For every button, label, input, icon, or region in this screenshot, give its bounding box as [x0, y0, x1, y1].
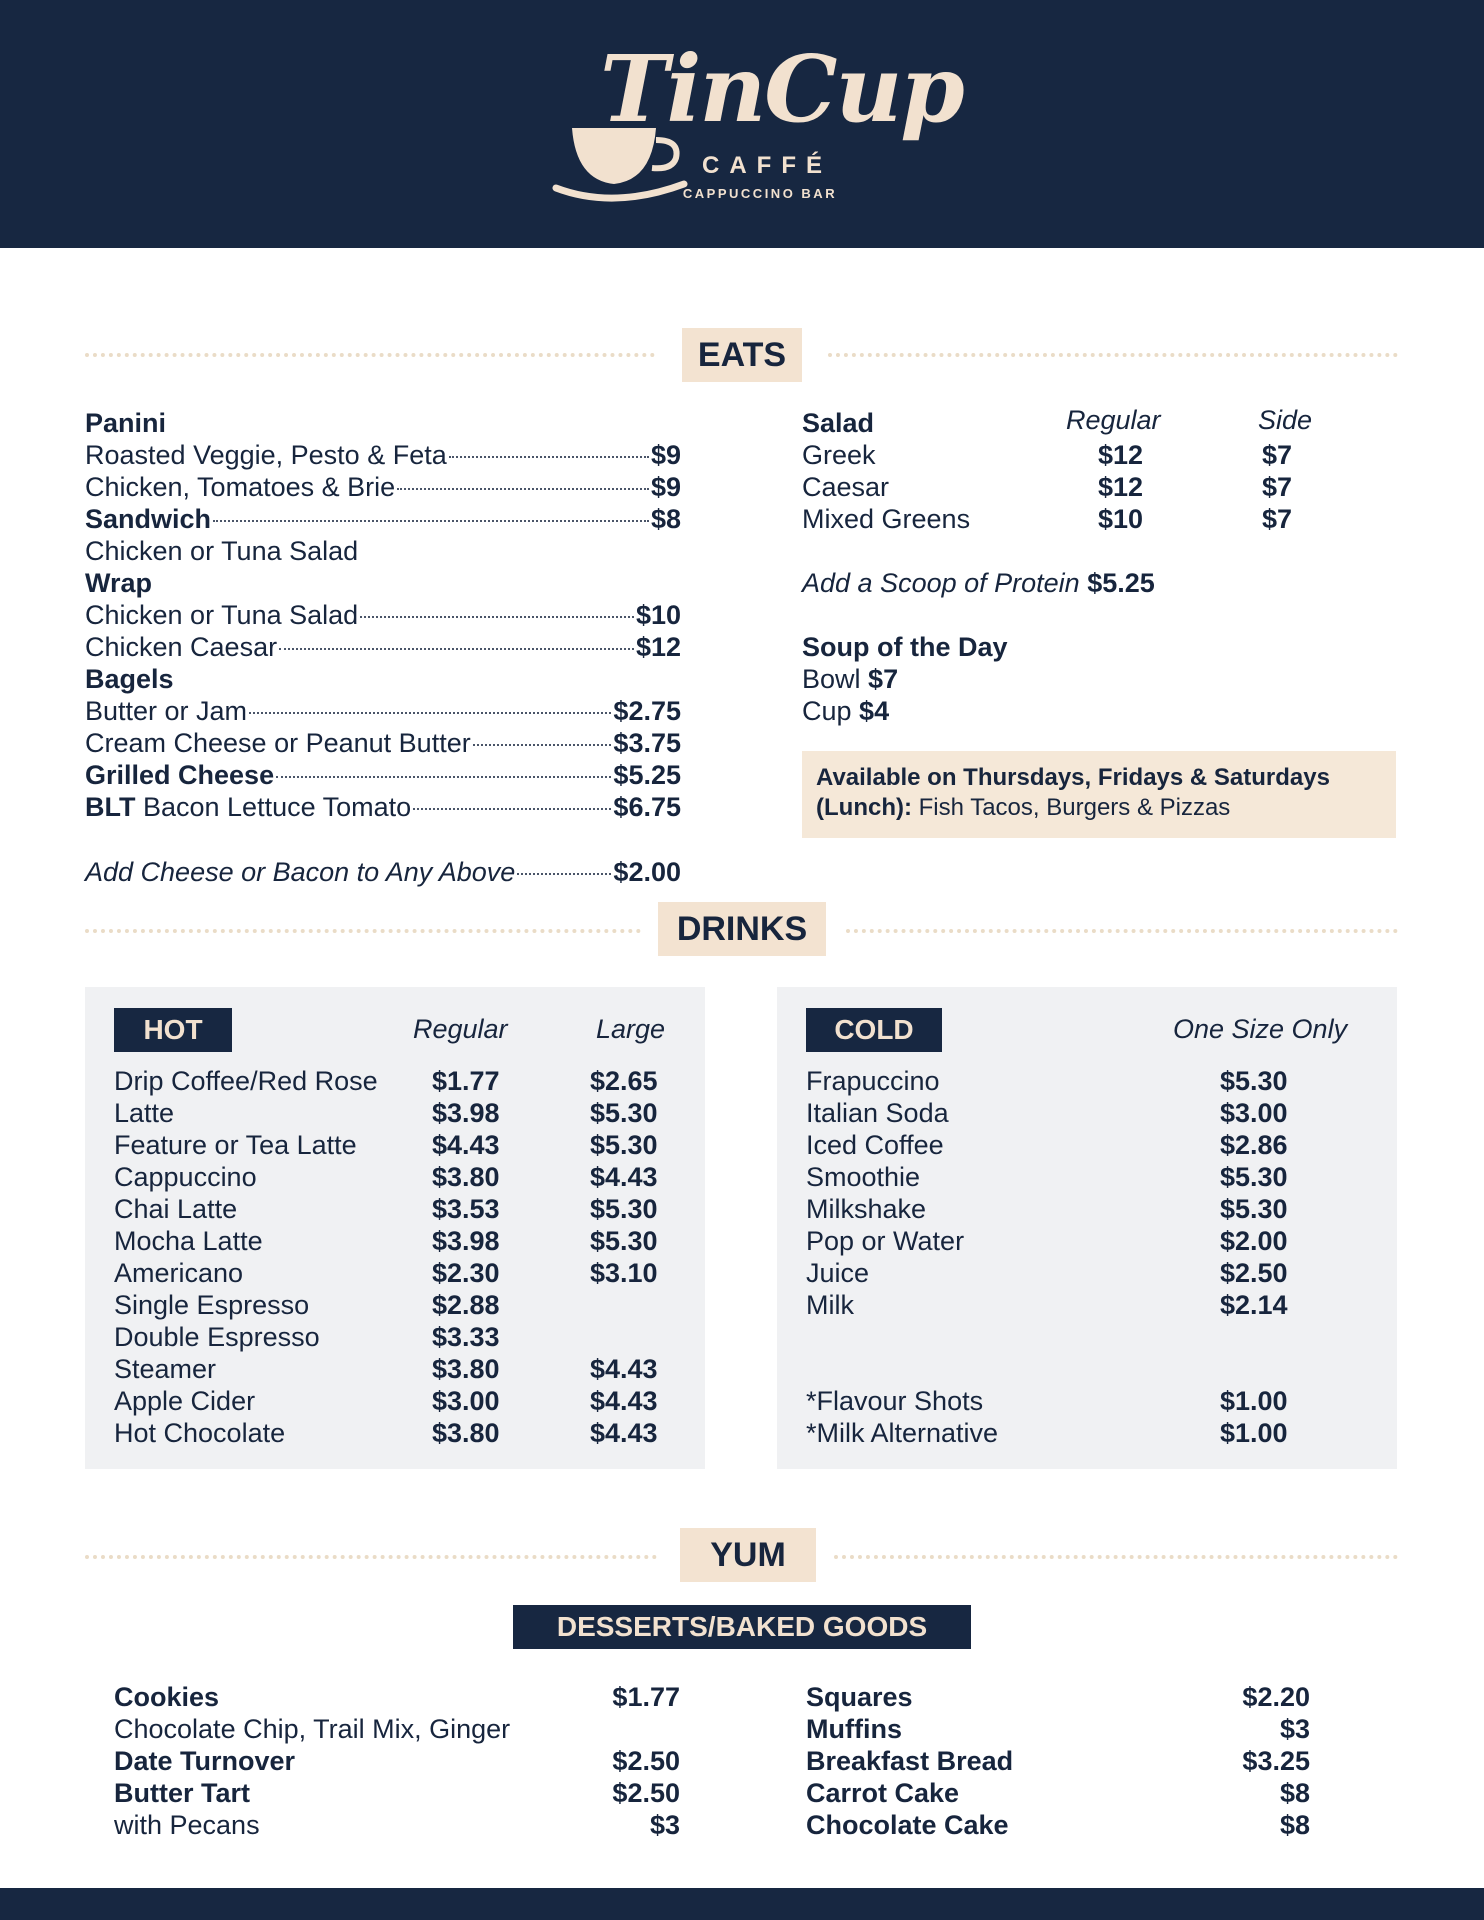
- cold-drink-name: Italian Soda: [806, 1098, 949, 1128]
- hot-drink-regular-price: $3.98: [432, 1226, 500, 1256]
- eats-item-price: $6.75: [613, 792, 681, 822]
- footer-bar: [0, 1888, 1484, 1920]
- hot-drink-name: Mocha Latte: [114, 1226, 263, 1256]
- dessert-name: Butter Tart: [114, 1778, 251, 1808]
- soup-bowl-price: $7: [868, 664, 899, 694]
- dot-leader: [276, 776, 611, 778]
- soup-heading: Soup of the Day: [802, 632, 1008, 662]
- salad-col-regular: Regular: [1066, 405, 1161, 435]
- eats-item-row: [85, 599, 681, 631]
- dessert-name: with Pecans: [114, 1810, 260, 1840]
- weekend-notice-text: [816, 763, 1386, 823]
- eats-item-label: Grilled Cheese: [85, 760, 275, 790]
- soup-bowl-row: [802, 663, 898, 695]
- cold-drink-name: Milk: [806, 1290, 854, 1320]
- eats-item-label-group: [85, 536, 358, 566]
- dessert-price: $8: [1279, 1810, 1310, 1840]
- cold-drink-price: $2.14: [1220, 1290, 1288, 1320]
- cold-drinks-panel: [777, 987, 1397, 1469]
- eats-item-label-group: [85, 631, 277, 663]
- notice-bold: Available on Thursdays, Fridays & Saturdays (Lunch):: [816, 764, 1330, 821]
- hot-drink-name: Single Espresso: [114, 1290, 310, 1320]
- cold-drink-price: $2.86: [1220, 1130, 1288, 1160]
- dessert-name: Chocolate Chip, Trail Mix, Ginger: [114, 1714, 511, 1744]
- eats-item-label: Roasted Veggie, Pesto & Feta: [85, 440, 447, 470]
- salad-name: Mixed Greens: [802, 504, 971, 534]
- eats-item-label-group: [85, 759, 274, 791]
- drinks-divider-left: [85, 929, 641, 933]
- eats-divider-left: [85, 353, 655, 357]
- hot-drink-name: Cappuccino: [114, 1162, 257, 1192]
- eats-item-row: [85, 631, 681, 663]
- cold-drink-price: $5.30: [1220, 1194, 1288, 1224]
- eats-item-label-group: [85, 408, 166, 438]
- notice-text: Fish Tacos, Burgers & Pizzas: [911, 794, 1231, 821]
- protein-price: $5.25: [1087, 568, 1155, 598]
- eats-item-row: [85, 791, 681, 823]
- eats-item-label-group: [85, 664, 174, 694]
- hot-drink-regular-price: $3.98: [432, 1098, 500, 1128]
- weekend-notice: [802, 751, 1396, 838]
- eats-item-label: Panini: [85, 408, 167, 438]
- hot-drink-regular-price: $3.33: [432, 1322, 500, 1352]
- hot-drink-name: Steamer: [114, 1354, 217, 1384]
- brand-subtitle: CAFFÉ: [702, 152, 832, 179]
- dot-leader: [249, 712, 611, 714]
- cold-drink-name: Pop or Water: [806, 1226, 965, 1256]
- eats-item-price: $5.25: [613, 760, 681, 790]
- eats-item-label-group: [85, 503, 211, 535]
- dessert-name: Chocolate Cake: [806, 1810, 1009, 1840]
- eats-item-price: $8: [650, 504, 681, 534]
- eats-item-row: [85, 471, 681, 503]
- hot-drink-large-price: $4.43: [590, 1354, 658, 1384]
- cold-extra-name: *Milk Alternative: [806, 1418, 999, 1448]
- dot-leader: [213, 520, 649, 522]
- cold-badge: COLD: [806, 1008, 942, 1052]
- eats-section-title: EATS: [682, 328, 802, 382]
- eats-item-label-bold: BLT: [85, 792, 136, 822]
- hot-drink-name: Apple Cider: [114, 1386, 256, 1416]
- cold-drink-price: $5.30: [1220, 1066, 1288, 1096]
- dessert-price: $2.20: [1242, 1682, 1310, 1712]
- eats-item-label-group: [85, 695, 247, 727]
- cold-drink-price: $2.50: [1220, 1258, 1288, 1288]
- eats-item-price: $9: [650, 440, 681, 470]
- dot-leader: [413, 808, 611, 810]
- cold-drink-price: $3.00: [1220, 1098, 1288, 1128]
- dessert-price: $1.77: [612, 1682, 680, 1712]
- salad-regular-price: $12: [1098, 440, 1144, 470]
- hot-drink-regular-price: $4.43: [432, 1130, 500, 1160]
- eats-item-label: Chicken or Tuna Salad: [85, 600, 359, 630]
- salad-regular-price: $12: [1098, 472, 1144, 502]
- eats-item-row: [85, 535, 358, 567]
- hot-col-large: Large: [596, 1014, 666, 1044]
- hot-col-regular: Regular: [413, 1014, 508, 1044]
- cold-drink-name: Frapuccino: [806, 1066, 940, 1096]
- desserts-subtitle: DESSERTS/BAKED GOODS: [513, 1605, 971, 1649]
- eats-item-label: Chicken, Tomatoes & Brie: [85, 472, 396, 502]
- cold-col-size: One Size Only: [1173, 1014, 1348, 1044]
- eats-item-label-group: [85, 791, 411, 823]
- dessert-name: Date Turnover: [114, 1746, 296, 1776]
- hot-drink-regular-price: $2.30: [432, 1258, 500, 1288]
- eats-item-row: [85, 727, 681, 759]
- salad-side-price: $7: [1262, 440, 1293, 470]
- dessert-price: $8: [1279, 1778, 1310, 1808]
- eats-item-row: [85, 407, 166, 439]
- dessert-price: $3: [649, 1810, 680, 1840]
- hot-drink-large-price: $4.43: [590, 1386, 658, 1416]
- cold-extra-name: *Flavour Shots: [806, 1386, 984, 1416]
- cold-extra-price: $1.00: [1220, 1386, 1288, 1416]
- eats-item-label-group: [85, 727, 471, 759]
- eats-item-row: [85, 695, 681, 727]
- cold-drink-price: $2.00: [1220, 1226, 1288, 1256]
- dot-leader: [360, 616, 634, 618]
- hot-drink-large-price: $5.30: [590, 1130, 658, 1160]
- hot-drink-regular-price: $3.80: [432, 1162, 500, 1192]
- hot-drink-name: Feature or Tea Latte: [114, 1130, 357, 1160]
- hot-drink-large-price: $4.43: [590, 1162, 658, 1192]
- dessert-name: Carrot Cake: [806, 1778, 960, 1808]
- salad-name: Caesar: [802, 472, 890, 502]
- salad-side-price: $7: [1262, 472, 1293, 502]
- soup-bowl-label: Bowl: [802, 664, 861, 694]
- eats-item-label: Chicken Caesar: [85, 632, 278, 662]
- salad-side-price: $7: [1262, 504, 1293, 534]
- dessert-price: $2.50: [612, 1746, 680, 1776]
- hot-drink-large-price: $4.43: [590, 1418, 658, 1448]
- salad-heading: Salad: [802, 408, 875, 438]
- eats-item-label: Sandwich: [85, 504, 212, 534]
- eats-item-price: $12: [635, 632, 681, 662]
- hot-drink-large-price: $5.30: [590, 1194, 658, 1224]
- eats-item-row: [85, 439, 681, 471]
- dot-leader: [279, 648, 634, 650]
- protein-row: [802, 567, 1155, 599]
- brand-tagline: CAPPUCCINO BAR: [682, 186, 838, 201]
- hot-drink-name: Americano: [114, 1258, 244, 1288]
- eats-item-label-group: [85, 439, 447, 471]
- cold-extra-price: $1.00: [1220, 1418, 1288, 1448]
- cold-drink-name: Iced Coffee: [806, 1130, 944, 1160]
- dot-leader: [397, 488, 649, 490]
- hot-drink-name: Drip Coffee/Red Rose: [114, 1066, 378, 1096]
- soup-cup-row: [802, 695, 889, 727]
- hot-drink-large-price: $5.30: [590, 1226, 658, 1256]
- protein-label: Add a Scoop of Protein: [802, 568, 1080, 598]
- eats-item-price: $10: [635, 600, 681, 630]
- hot-drink-name: Chai Latte: [114, 1194, 238, 1224]
- hot-drink-regular-price: $3.80: [432, 1418, 500, 1448]
- hot-drink-large-price: $5.30: [590, 1098, 658, 1128]
- dot-leader: [473, 744, 612, 746]
- eats-item-row: [85, 503, 681, 535]
- hot-drink-regular-price: $3.53: [432, 1194, 500, 1224]
- hot-drink-regular-price: $1.77: [432, 1066, 500, 1096]
- eats-item-row: [85, 567, 152, 599]
- addon-label: Add Cheese or Bacon to Any Above: [85, 857, 516, 887]
- eats-item-label: Cream Cheese or Peanut Butter: [85, 728, 471, 758]
- eats-item-label-group: [85, 471, 395, 503]
- eats-item-row: [85, 759, 681, 791]
- eats-item-price: $3.75: [613, 728, 681, 758]
- yum-divider-right: [834, 1555, 1398, 1559]
- addon-price: $2.00: [613, 857, 681, 887]
- dot-leader: [449, 456, 649, 458]
- dessert-name: Breakfast Bread: [806, 1746, 1014, 1776]
- dessert-name: Muffins: [806, 1714, 902, 1744]
- drinks-divider-right: [846, 929, 1398, 933]
- drinks-section-title: DRINKS: [658, 902, 826, 956]
- hot-drink-large-price: $3.10: [590, 1258, 658, 1288]
- hot-drink-regular-price: $2.88: [432, 1290, 500, 1320]
- cold-drink-price: $5.30: [1220, 1162, 1288, 1192]
- dot-leader: [517, 873, 611, 875]
- eats-divider-right: [828, 353, 1398, 357]
- eats-item-label: Butter or Jam: [85, 696, 248, 726]
- eats-item-label: Wrap: [85, 568, 153, 598]
- cold-drink-name: Juice: [806, 1258, 870, 1288]
- hot-drink-large-price: $2.65: [590, 1066, 658, 1096]
- dessert-price: $2.50: [612, 1778, 680, 1808]
- hot-badge: HOT: [114, 1008, 232, 1052]
- soup-cup-price: $4: [859, 696, 890, 726]
- dessert-price: $3.25: [1242, 1746, 1310, 1776]
- hot-drink-regular-price: $3.80: [432, 1354, 500, 1384]
- hot-drinks-panel: [85, 987, 705, 1469]
- yum-divider-left: [85, 1555, 657, 1559]
- hot-drink-name: Latte: [114, 1098, 175, 1128]
- hot-drink-regular-price: $3.00: [432, 1386, 500, 1416]
- hot-drink-name: Hot Chocolate: [114, 1418, 286, 1448]
- eats-item-label-group: [85, 599, 358, 631]
- dessert-price: $3: [1279, 1714, 1310, 1744]
- salad-col-side: Side: [1258, 405, 1313, 435]
- brand-logo-text: TinCup: [600, 35, 963, 143]
- yum-section-title: YUM: [680, 1528, 816, 1582]
- eats-item-label: Chicken or Tuna Salad: [85, 536, 359, 566]
- salad-name: Greek: [802, 440, 876, 470]
- eats-item-row: [85, 663, 174, 695]
- eats-item-label: Bacon Lettuce Tomato: [135, 792, 412, 822]
- soup-cup-label: Cup: [802, 696, 852, 726]
- hot-drink-name: Double Espresso: [114, 1322, 320, 1352]
- eats-item-label-group: [85, 568, 152, 598]
- eats-item-price: $9: [650, 472, 681, 502]
- cold-drink-name: Milkshake: [806, 1194, 927, 1224]
- eats-item-label: Bagels: [85, 664, 174, 694]
- dessert-name: Cookies: [114, 1682, 220, 1712]
- dessert-name: Squares: [806, 1682, 913, 1712]
- salad-regular-price: $10: [1098, 504, 1144, 534]
- addon-row: [85, 856, 681, 888]
- cold-drink-name: Smoothie: [806, 1162, 921, 1192]
- eats-item-price: $2.75: [613, 696, 681, 726]
- header-banner: [0, 0, 1484, 248]
